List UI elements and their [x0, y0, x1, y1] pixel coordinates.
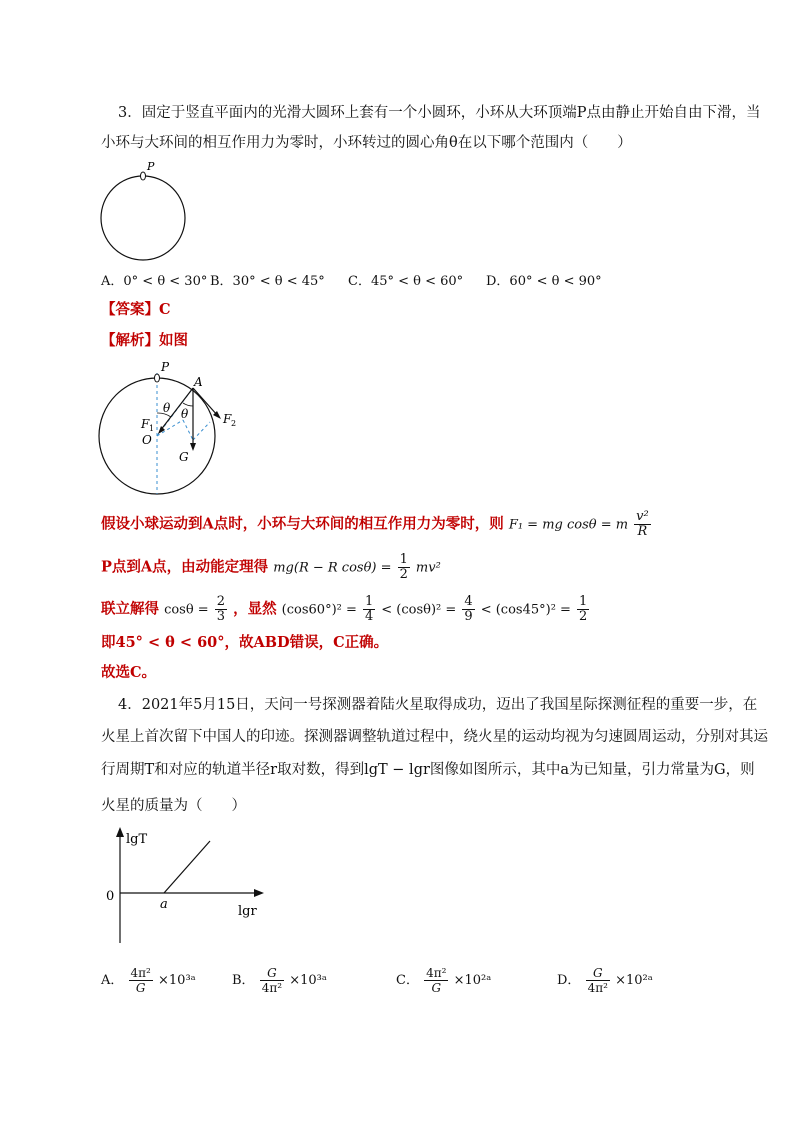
q3-stem-line1: 3．固定于竖直平面内的光滑大圆环上套有一个小圆环，小环从大环顶端P点由静止开始自由下滑，当 [118, 105, 761, 121]
q4-stem-line2: 火星上首次留下中国人的印迹。探测器调整轨道过程中，绕火星的运动均视为匀速圆周运动，分别对其运 [101, 729, 768, 745]
solution3-math4: < (cos45°)² = [480, 602, 571, 618]
q3-option-b: B．30° < θ < 45° [210, 274, 325, 289]
solution3-text2: ，显然 [233, 600, 277, 618]
solution3-frac2: $\frac{1}{4}$ [364, 594, 374, 624]
solution3-frac1: $\frac{2}{3}$ [216, 594, 226, 624]
origin-label: 0 [106, 889, 115, 904]
label-theta-1: θ [163, 401, 171, 415]
label-f2-sub: 2 [231, 419, 237, 428]
big-ring [101, 176, 185, 260]
q3-solution-line4: 即45° < θ < 60°，故ABD错误，C正确。 [101, 634, 389, 651]
option-b-tail: ×10³ᵃ [289, 973, 327, 988]
solution2-tail: mv² [415, 560, 441, 576]
q3-force-diagram [95, 358, 255, 498]
solution1-fraction: $\frac{\text{v²}}{R}$ [636, 509, 649, 539]
q3-solution-line3 [101, 595, 590, 624]
q4-lgT-lgr-graph [98, 825, 278, 950]
q3-option-a: A．0° < θ < 30° [101, 274, 208, 289]
a-label: a [160, 897, 168, 912]
label-f2: F [223, 412, 232, 426]
label-theta-2: θ [181, 407, 189, 421]
solution3-text1: 联立解得 [101, 600, 159, 618]
y-axis-label: lgT [126, 832, 148, 847]
q4-option-a [101, 966, 196, 995]
label-p: P [161, 360, 170, 374]
x-axis-label: lgr [238, 904, 257, 919]
q3-answer: 【答案】C [101, 301, 171, 318]
option-a-tail: ×10³ᵃ [158, 973, 196, 988]
solution2-text: P点到A点，由动能定理得 [101, 558, 269, 576]
q3-option-d: D．60° < θ < 90° [486, 274, 602, 289]
component-dashed-2 [183, 420, 193, 440]
q3-solution-line2 [101, 553, 441, 582]
option-a-fraction: $\frac{\text{4π²}}{G}$ [130, 966, 151, 995]
solution2-fraction: $\frac{1}{2}$ [399, 552, 408, 582]
option-b-fraction: $\frac{G}{\text{4π²}}$ [261, 966, 283, 995]
solution3-math3: < (cosθ)² = [381, 602, 457, 618]
label-f1-sub: 1 [149, 424, 155, 433]
solution1-math: F₁ = mg cosθ = m [508, 517, 629, 533]
solution3-math1: cosθ = [164, 602, 209, 618]
q4-stem-line3: 行周期T和对应的轨道半径r取对数，得到lgT − lgr图像如图所示，其中a为已知量，引力常量为G，则 [101, 762, 755, 778]
q4-option-c [396, 966, 491, 995]
small-ring [141, 172, 146, 180]
option-a-label: A． [101, 973, 124, 988]
ring-at-p [155, 374, 160, 382]
q3-analysis-head: 【解析】如图 [101, 332, 188, 349]
component-dashed-3 [193, 422, 210, 440]
label-o: O [142, 433, 152, 447]
q4-stem-line4: 火星的质量为（ ） [101, 798, 246, 814]
x-axis-arrow [254, 889, 264, 897]
solution3-frac4: $\frac{1}{2}$ [579, 594, 588, 624]
q3-solution-line5: 故选C。 [101, 664, 157, 681]
q3-stem-line2: 小环与大环间的相互作用力为零时，小环转过的圆心角θ在以下哪个范围内（ ） [101, 135, 632, 151]
theta-arc-2 [183, 403, 193, 406]
q3-circle-figure [95, 158, 195, 263]
solution1-text: 假设小球运动到A点时，小环与大环间的相互作用力为零时，则 [101, 515, 504, 533]
solution2-math: mg(R − R cosθ) = [273, 560, 392, 576]
q3-option-c: C．45° < θ < 60° [348, 274, 464, 289]
solution3-frac3: $\frac{4}{9}$ [464, 594, 473, 624]
q4-option-b [232, 966, 327, 995]
label-a: A [194, 375, 203, 389]
option-d-label: D． [557, 973, 581, 988]
graph-line [164, 841, 210, 893]
option-b-label: B． [232, 973, 255, 988]
label-f1: F [141, 417, 150, 431]
point-p-label: P [147, 160, 155, 173]
solution3-math2: (cos60°)² = [281, 602, 357, 618]
label-g: G [179, 450, 189, 464]
gravity-arrowhead [190, 443, 196, 451]
option-d-fraction: $\frac{G}{\text{4π²}}$ [587, 966, 608, 995]
f1-arrowhead [158, 426, 165, 434]
option-d-tail: ×10²ᵃ [615, 973, 653, 988]
option-c-tail: ×10²ᵃ [453, 973, 492, 988]
option-c-fraction: $\frac{\text{4π²}}{G}$ [426, 966, 447, 995]
option-c-label: C． [396, 973, 419, 988]
f2-arrow [193, 388, 218, 416]
y-axis-arrow [116, 827, 124, 837]
q3-solution-line1 [101, 510, 652, 539]
q4-stem-line1: 4．2021年5月15日，天问一号探测器着陆火星取得成功，迈出了我国星际探测征程的重要一步，在 [118, 697, 758, 713]
q4-option-d [557, 966, 653, 995]
